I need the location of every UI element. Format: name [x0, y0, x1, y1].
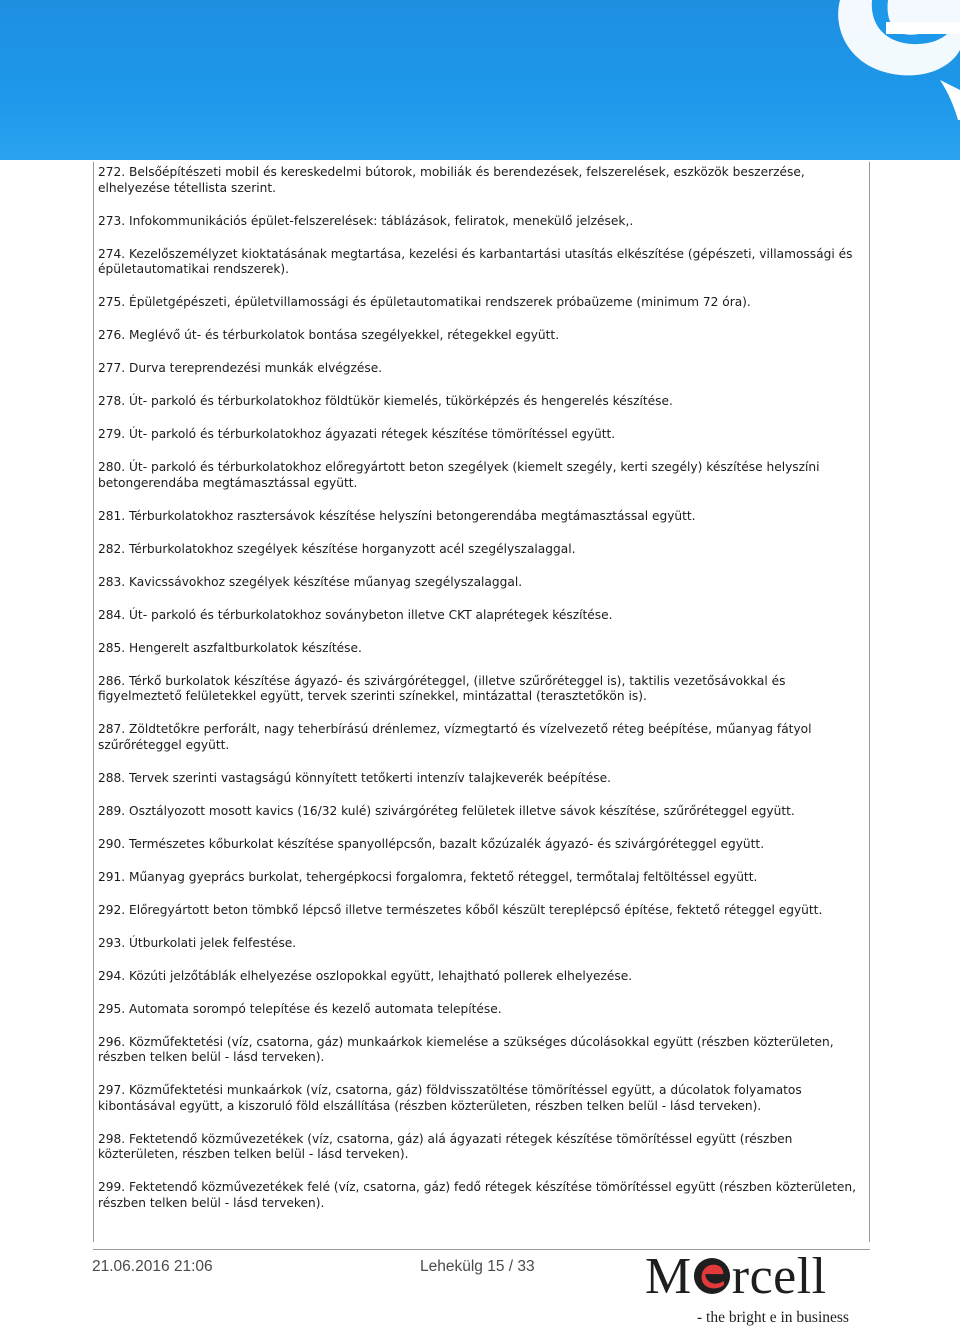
e-brand-icon	[693, 1257, 731, 1295]
list-item: 285. Hengerelt aszfaltburkolatok készítése.	[98, 640, 362, 655]
brand-text-pre: M	[645, 1248, 692, 1305]
footer-page-number: Lehekülg 15 / 33	[420, 1258, 535, 1275]
list-item: 278. Út- parkoló és térburkolatokhoz földtükör kiemelés, tükörképzés és hengerelés készítése.	[98, 394, 673, 408]
list-item: 282. Térburkolatokhoz szegélyek készítése horganyzott acél szegélyszalaggal.	[98, 541, 576, 556]
list-item: 295. Automata sorompó telepítése és kezelő automata telepítése.	[98, 1001, 502, 1016]
list-item: 273. Infokommunikációs épület-felszerelések: táblázások, feliratok, menekülő jelzések,.	[98, 213, 634, 228]
list-item: 291. Műanyag gyeprács burkolat, tehergépkocsi forgalomra, fektető réteggel, termőtalaj feltöltéssel együtt.	[98, 869, 758, 884]
list-item: 292. Előregyártott beton tömbkő lépcső illetve természetes kőből készült tereplépcső építése, fektető réteggel együtt.	[98, 902, 823, 917]
brand-logo	[645, 1248, 875, 1328]
document-body	[93, 162, 870, 1242]
list-item: 284. Út- parkoló és térburkolatokhoz soványbeton illetve CKT alaprétegek készítése.	[98, 607, 613, 622]
list-item: 287. Zöldtetőkre perforált, nagy teherbírású drénlemez, vízmegtartó és vízelvezető réteg beépítése, műanyag fátyol szűrőréteggel együtt.	[98, 722, 812, 752]
brand-wordmark	[645, 1248, 827, 1305]
brand-text-post: rcell	[731, 1248, 827, 1305]
list-item: 288. Tervek szerinti vastagságú könnyített tetőkerti intenzív talajkeverék beépítése.	[98, 770, 611, 785]
header-band	[0, 0, 960, 160]
list-item: 272. Belsőépítészeti mobil és kereskedelmi bútorok, mobiliák és berendezések, felszerelések, eszközök beszerzése, elhelyezése tétellista szerint.	[98, 165, 805, 195]
brand-tagline: - the bright e in business	[697, 1309, 849, 1326]
list-item: 289. Osztályozott mosott kavics (16/32 kulé) szivárgóréteg felületek illetve sávok készítése, szűrőréteggel együtt.	[98, 803, 795, 818]
e-logo-icon	[820, 0, 960, 120]
list-item: 275. Épületgépészeti, épületvillamossági és épületautomatikai rendszerek próbaüzeme (minimum 72 óra).	[98, 295, 751, 309]
list-item: 298. Fektetendő közművezetékek (víz, csatorna, gáz) alá ágyazati rétegek készítése tömörítéssel együtt (részben közterületen, részben telken belül - lásd terveken).	[98, 1131, 793, 1161]
list-item: 281. Térburkolatokhoz rasztersávok készítése helyszíni betongerendába megtámasztással együtt.	[98, 508, 696, 523]
list-item: 293. Útburkolati jelek felfestése.	[98, 935, 297, 950]
footer-date: 21.06.2016 21:06	[92, 1258, 213, 1275]
list-item: 297. Közműfektetési munkaárkok (víz, csatorna, gáz) földvisszatöltése tömörítéssel együtt, a dúcolatok folyamatos kibontásával együtt, a kiszoruló föld elszállítása (részben közterületen, részben telken belül - lásd terveken).	[98, 1083, 802, 1113]
list-item: 286. Térkő burkolatok készítése ágyazó- és szivárgóréteggel, (illetve szűrőréteggel is), taktilis vezetősávokkal és figyelmeztető felületekkel együtt, tervek szerinti színekkel, mintázattal (terasztetőkön is).	[98, 673, 786, 703]
list-item: 276. Meglévő út- és térburkolatok bontása szegélyekkel, rétegekkel együtt.	[98, 328, 560, 342]
list-item: 296. Közműfektetési (víz, csatorna, gáz) munkaárkok kiemelése a szükséges dúcolásokkal együtt (részben közterületen, részben telken belül - lásd terveken).	[98, 1034, 834, 1064]
list-item: 279. Út- parkoló és térburkolatokhoz ágyazati rétegek készítése tömörítéssel együtt.	[98, 427, 616, 441]
list-item: 283. Kavicssávokhoz szegélyek készítése műanyag szegélyszalaggal.	[98, 574, 523, 589]
list-item: 277. Durva tereprendezési munkák elvégzése.	[98, 361, 383, 375]
list-item: 290. Természetes kőburkolat készítése spanyollépcsőn, bazalt kőzúzalék ágyazó- és szivárgóréteggel együtt.	[98, 836, 765, 851]
list-item: 299. Fektetendő közművezetékek felé (víz, csatorna, gáz) fedő rétegek készítése tömörítéssel együtt (részben közterületen, részben telken belül - lásd terveken).	[98, 1180, 856, 1210]
list-item: 274. Kezelőszemélyzet kioktatásának megtartása, kezelési és karbantartási utasítás elkészítése (gépészeti, villamossági és épületautomatikai rendszerek).	[98, 246, 853, 276]
list-item: 294. Közúti jelzőtáblák elhelyezése oszlopokkal együtt, lehajtható pollerek elhelyezése.	[98, 968, 633, 983]
list-item: 280. Út- parkoló és térburkolatokhoz előregyártott beton szegélyek (kiemelt szegély, kerti szegély) készítése helyszíni betongerendába megtámasztással együtt.	[98, 460, 820, 490]
